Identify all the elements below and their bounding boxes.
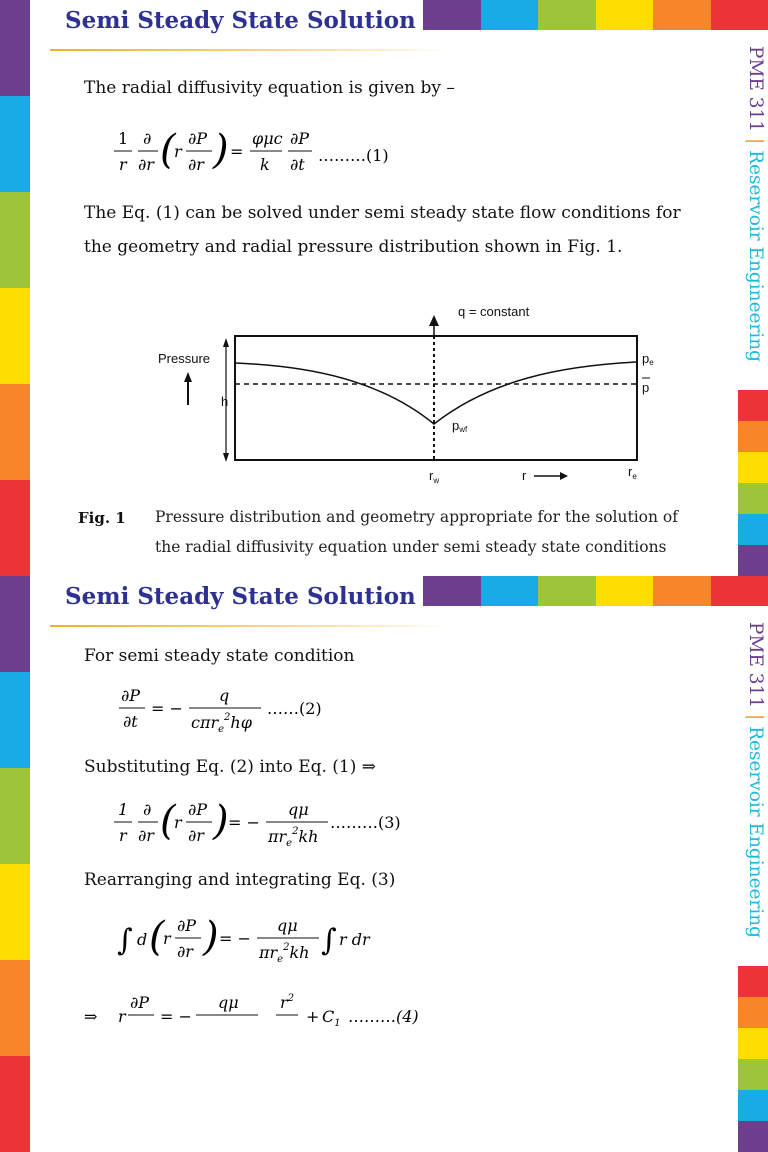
svg-text:= −: = − bbox=[151, 699, 183, 718]
paragraph-line-2: the geometry and radial pressure distribution shown in Fig. 1. bbox=[84, 237, 623, 257]
pressure-distribution-figure bbox=[150, 300, 670, 495]
svg-text:qμ: qμ bbox=[277, 916, 298, 935]
svg-text:∂P: ∂P bbox=[290, 129, 310, 148]
svg-text:……(2): ……(2) bbox=[267, 699, 322, 718]
svg-text:∂r: ∂r bbox=[177, 942, 193, 961]
rearranging-text: Rearranging and integrating Eq. (3) bbox=[84, 870, 396, 890]
svg-text:1: 1 bbox=[118, 800, 129, 819]
svg-text:∂: ∂ bbox=[143, 800, 152, 819]
svg-text:d: d bbox=[137, 930, 148, 949]
figure-caption-line-1: Pressure distribution and geometry appropriate for the solution of bbox=[155, 508, 678, 526]
paragraph-line-1: The Eq. (1) can be solved under semi steady state flow conditions for bbox=[84, 203, 681, 223]
pwf-label: pwf bbox=[452, 418, 468, 434]
svg-text:πre2kh: $\pi r_e^2kh$ bbox=[259, 942, 310, 965]
svg-text:= −: = − bbox=[219, 929, 251, 948]
svg-text:(: ( bbox=[160, 127, 176, 173]
svg-text:r: r bbox=[118, 1007, 126, 1026]
svg-text:r: r bbox=[163, 929, 171, 948]
course-vertical-title: PME 311 | Reservoir Engineering bbox=[745, 46, 766, 363]
re-label: $r_e$ bbox=[628, 464, 637, 481]
svg-text:………(3): ………(3) bbox=[330, 813, 401, 832]
integral-equation bbox=[115, 910, 405, 970]
svg-text:(: ( bbox=[160, 798, 176, 844]
svg-text:∫: ∫ bbox=[117, 923, 133, 958]
svg-text:q: q bbox=[219, 686, 230, 705]
svg-text:r: r bbox=[174, 142, 182, 161]
svg-text:………(1): ………(1) bbox=[318, 146, 389, 165]
thickness-label: h bbox=[221, 394, 229, 409]
pe-label: pe bbox=[642, 351, 654, 367]
svg-text:= −: = − bbox=[160, 1007, 192, 1026]
intro-text: The radial diffusivity equation is given by – bbox=[84, 78, 455, 98]
svg-text:): ) bbox=[203, 914, 219, 960]
svg-text:= −: = − bbox=[228, 813, 260, 832]
rw-label: $r_w$ bbox=[429, 468, 440, 485]
reservoir-box bbox=[235, 336, 637, 460]
pressure-label: Pressure bbox=[158, 351, 211, 366]
svg-text:∂: ∂ bbox=[143, 129, 152, 148]
svg-text:(: ( bbox=[149, 914, 165, 960]
flow-arrow-icon bbox=[429, 315, 439, 326]
figure-label: Fig. 1 bbox=[78, 509, 126, 527]
r-arrow-icon bbox=[560, 472, 568, 480]
svg-text:C1: $C_1$ bbox=[322, 1007, 341, 1026]
svg-text:∂r: ∂r bbox=[188, 155, 204, 174]
svg-text:1: 1 bbox=[118, 129, 129, 148]
semi-steady-intro: For semi steady state condition bbox=[84, 646, 355, 666]
svg-text:qμ: qμ bbox=[288, 800, 309, 819]
svg-text:∂P: ∂P bbox=[121, 686, 141, 705]
right-color-bar bbox=[738, 390, 768, 576]
top-color-strip bbox=[423, 0, 768, 30]
svg-text:πre2kh: $\pi r_e^2kh$ bbox=[268, 826, 319, 849]
svg-text:φμc: φμc bbox=[252, 129, 283, 148]
svg-text:∂t: ∂t bbox=[290, 155, 305, 174]
r-label: r bbox=[522, 468, 527, 483]
pbar-label: p bbox=[642, 380, 650, 395]
slide-title: Semi Steady State Solution bbox=[65, 583, 416, 610]
equation-3 bbox=[110, 796, 420, 854]
svg-text:): ) bbox=[213, 798, 229, 844]
pressure-curve bbox=[235, 362, 637, 424]
svg-text:=: = bbox=[230, 142, 244, 161]
pressure-up-arrow-icon bbox=[184, 372, 192, 382]
svg-text:⇒: ⇒ bbox=[84, 1007, 98, 1026]
figure-caption-line-2: the radial diffusivity equation under semi steady state conditions bbox=[155, 538, 667, 556]
svg-text:+: + bbox=[306, 1007, 320, 1026]
right-color-bar bbox=[738, 966, 768, 1152]
equation-2 bbox=[115, 682, 355, 738]
slide-2 bbox=[0, 576, 768, 1152]
svg-text:∂r: ∂r bbox=[138, 155, 154, 174]
svg-text:qμ: qμ bbox=[218, 993, 239, 1012]
title-underline bbox=[50, 625, 450, 627]
svg-text:∂P: ∂P bbox=[188, 800, 208, 819]
svg-text:r: r bbox=[119, 155, 127, 174]
substitution-text: Substituting Eq. (2) into Eq. (1) ⇒ bbox=[84, 757, 377, 777]
svg-text:r: r bbox=[119, 826, 127, 845]
svg-text:r: r bbox=[174, 813, 182, 832]
svg-text:r dr: r dr bbox=[339, 930, 370, 949]
left-color-bar bbox=[0, 0, 30, 576]
course-vertical-title: PME 311 | Reservoir Engineering bbox=[745, 622, 766, 939]
svg-text:cπre2hφ: cπr$_e^2$hφ bbox=[191, 712, 252, 735]
equation-1 bbox=[110, 125, 410, 181]
slide-title: Semi Steady State Solution bbox=[65, 7, 416, 34]
svg-text:………(4): ………(4) bbox=[348, 1007, 419, 1026]
q-constant-label: q = constant bbox=[458, 304, 530, 319]
top-color-strip bbox=[423, 576, 768, 606]
equation-4 bbox=[82, 986, 442, 1026]
svg-text:∂r: ∂r bbox=[138, 826, 154, 845]
title-underline bbox=[50, 49, 450, 51]
svg-text:∂P: ∂P bbox=[188, 129, 208, 148]
svg-text:r2: $r^2$ bbox=[280, 993, 295, 1012]
left-color-bar bbox=[0, 576, 30, 1152]
svg-text:∂P: ∂P bbox=[177, 916, 197, 935]
svg-text:∂t: ∂t bbox=[123, 712, 138, 731]
svg-text:∂P: ∂P bbox=[130, 993, 150, 1012]
svg-text:∂r: ∂r bbox=[188, 826, 204, 845]
svg-text:∫: ∫ bbox=[321, 923, 337, 958]
svg-text:k: k bbox=[260, 155, 270, 174]
svg-text:): ) bbox=[213, 127, 229, 173]
